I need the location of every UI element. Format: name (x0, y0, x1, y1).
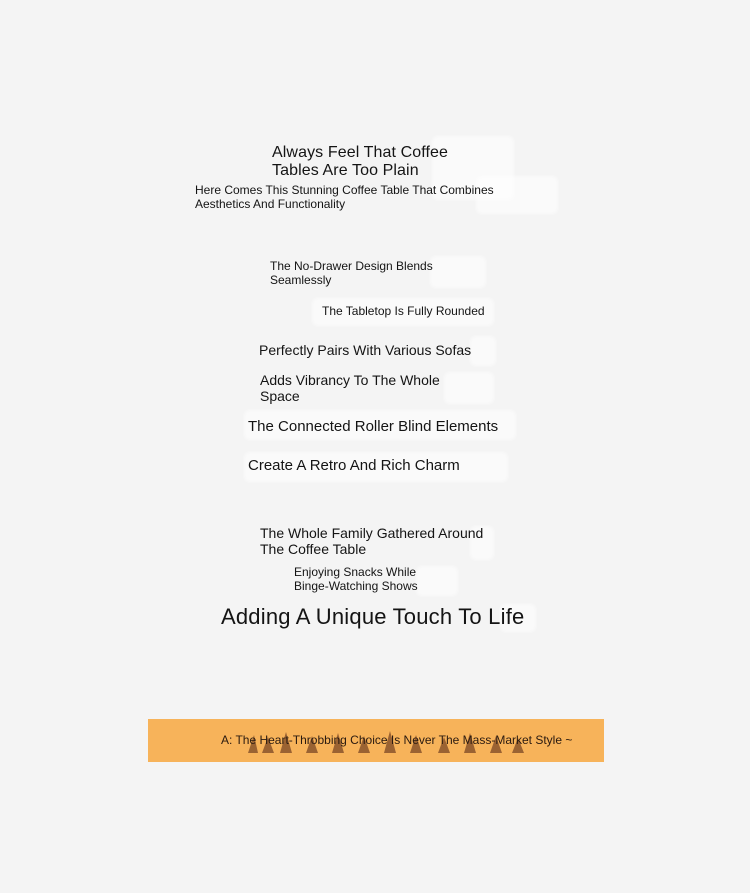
feature-pairs-text: Perfectly Pairs With Various Sofas (259, 342, 472, 358)
feature-vibrancy (260, 372, 440, 404)
feature-no-drawer-line-1: The No-Drawer Design Blends (270, 259, 433, 273)
feature-retro (248, 457, 460, 474)
footer-banner (148, 719, 604, 762)
feature-vibrancy-line-2: Space (260, 388, 300, 405)
ghost-patch (416, 566, 458, 596)
feature-roller-blind (248, 418, 498, 435)
feature-unique-touch (221, 604, 524, 629)
feature-family (260, 525, 483, 557)
feature-retro-text: Create A Retro And Rich Charm (248, 457, 460, 474)
page-subtitle-line-2: Aesthetics And Functionality (195, 196, 346, 211)
feature-roller-blind-text: The Connected Roller Blind Elements (248, 418, 499, 435)
page-title-line-2: Tables Are Too Plain (272, 162, 419, 180)
feature-pairs (259, 342, 471, 358)
page-subtitle (195, 184, 494, 212)
page-title-line-1: Always Feel That Coffee (272, 144, 449, 161)
ghost-patch (470, 336, 496, 366)
page-title (272, 144, 448, 181)
feature-no-drawer-line-2: Seamlessly (270, 272, 332, 287)
feature-rounded (322, 305, 485, 319)
feature-family-line-2: The Coffee Table (260, 541, 367, 558)
ghost-patch (444, 372, 494, 404)
feature-family-line-1: The Whole Family Gathered Around (260, 525, 484, 541)
feature-unique-touch-text: Adding A Unique Touch To Life (221, 604, 525, 629)
ghost-patch (430, 256, 486, 288)
feature-snacks (294, 566, 418, 594)
feature-vibrancy-line-1: Adds Vibrancy To The Whole (260, 372, 440, 388)
feature-snacks-line-2: Binge-Watching Shows (294, 578, 418, 593)
feature-no-drawer (270, 260, 433, 288)
feature-rounded-text: The Tabletop Is Fully Rounded (322, 304, 485, 318)
footer-banner-text: A: The Heart-Throbbing Choice Is Never The Mass-Market Style ~ (221, 733, 573, 747)
feature-snacks-line-1: Enjoying Snacks While (294, 565, 417, 579)
page-subtitle-line-1: Here Comes This Stunning Coffee Table That Combines (195, 183, 494, 197)
